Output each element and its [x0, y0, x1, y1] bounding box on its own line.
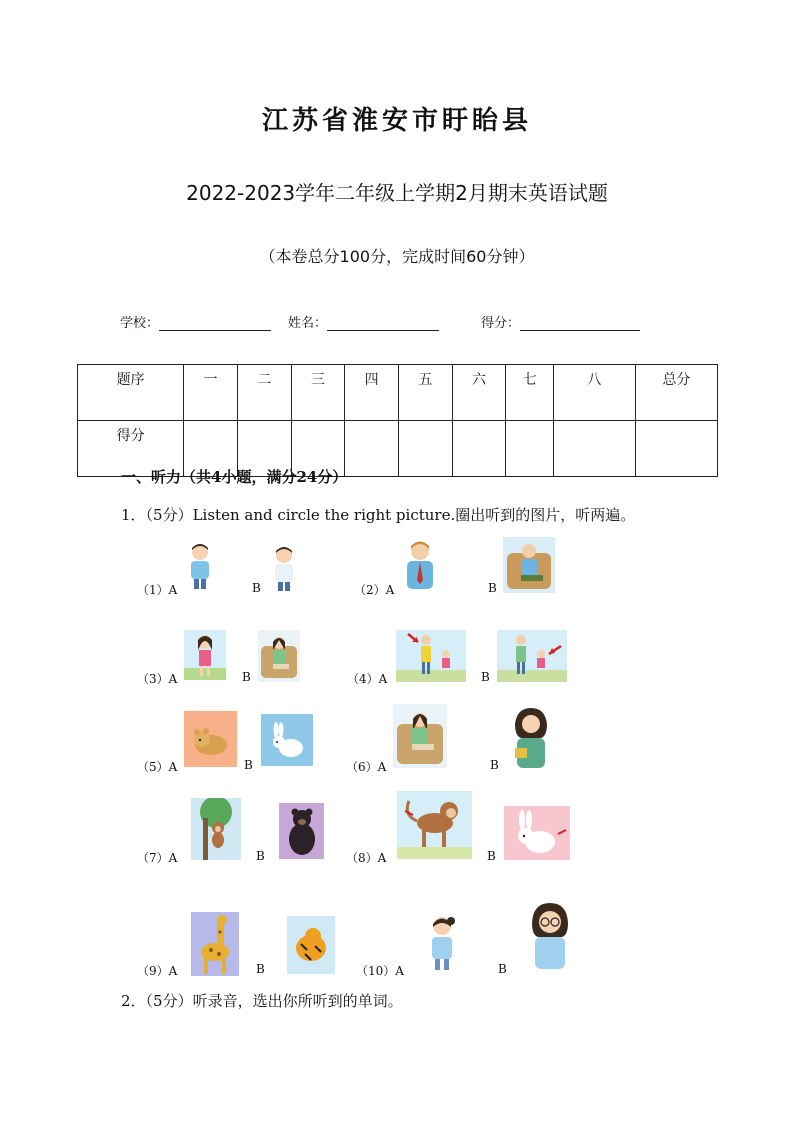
option-label: B — [256, 849, 265, 863]
table-cell: 五 — [398, 365, 452, 421]
man-and-girl-picture[interactable] — [396, 630, 466, 682]
rabbit-picture[interactable] — [261, 714, 313, 766]
score-blank[interactable] — [520, 316, 640, 331]
option-label: B — [490, 758, 499, 772]
option-label: （7）A — [137, 851, 178, 865]
score-cell[interactable] — [635, 421, 717, 477]
table-cell: 总分 — [635, 365, 717, 421]
option-label: （2）A — [354, 583, 395, 597]
option-label: B — [256, 962, 265, 976]
score-label: 得分： — [481, 316, 521, 331]
exam-note: （本卷总分100分，完成时间60分钟） — [259, 247, 535, 266]
table-cell: 一 — [184, 365, 238, 421]
table-cell: 四 — [345, 365, 399, 421]
table-row — [78, 365, 718, 421]
table-cell: 得分 — [78, 421, 184, 477]
question-2: 2．（5分）听录音，选出你所听到的单词。 — [121, 992, 403, 1010]
girl-picture[interactable] — [184, 630, 226, 680]
bear-cub-picture[interactable] — [184, 711, 237, 767]
option-label: （5）A — [137, 760, 178, 774]
monkey-picture[interactable] — [397, 791, 472, 859]
option-label: （9）A — [137, 964, 178, 978]
bear-picture[interactable] — [279, 803, 324, 859]
option-label: B — [244, 758, 253, 772]
option-label: （8）A — [346, 851, 387, 865]
section1-heading: 一、听力（共4小题，满分24分） — [121, 468, 348, 486]
school-label: 学校： — [120, 316, 160, 331]
option-label: （4）A — [347, 672, 388, 686]
option-label: （6）A — [346, 760, 387, 774]
boy-picture[interactable] — [269, 545, 299, 591]
score-table — [77, 364, 718, 477]
table-cell: 八 — [553, 365, 635, 421]
score-cell[interactable] — [553, 421, 635, 477]
name-label: 姓名： — [288, 316, 328, 331]
option-label: （3）A — [137, 672, 178, 686]
option-label: B — [498, 962, 507, 976]
score-cell[interactable] — [398, 421, 452, 477]
option-label: B — [242, 670, 251, 684]
score-cell[interactable] — [345, 421, 399, 477]
girl-picture[interactable] — [424, 913, 460, 971]
giraffe-picture[interactable] — [191, 912, 239, 976]
school-field — [120, 312, 271, 331]
man-on-sofa-picture[interactable] — [503, 537, 555, 593]
monkey-in-tree-picture[interactable] — [191, 798, 241, 860]
option-label: （10）A — [356, 964, 404, 978]
table-cell: 题序 — [78, 365, 184, 421]
option-label: B — [487, 849, 496, 863]
option-label: B — [481, 670, 490, 684]
score-cell[interactable] — [506, 421, 554, 477]
boy-picture[interactable] — [185, 542, 215, 590]
table-cell: 三 — [291, 365, 345, 421]
name-blank[interactable] — [327, 316, 439, 331]
score-field — [481, 312, 640, 331]
man-picture[interactable] — [403, 540, 437, 592]
question-1: 1．（5分）Listen and circle the right picture.圈出听到的图片，听两遍。 — [121, 506, 636, 524]
woman-with-glasses-picture[interactable] — [527, 901, 573, 971]
score-cell[interactable] — [452, 421, 506, 477]
option-label: B — [252, 581, 261, 595]
school-blank[interactable] — [159, 316, 271, 331]
table-cell: 七 — [506, 365, 554, 421]
woman-with-book-picture[interactable] — [511, 706, 551, 768]
name-field — [288, 312, 439, 331]
tiger-picture[interactable] — [287, 916, 335, 974]
woman-on-sofa-picture[interactable] — [393, 704, 447, 768]
table-cell: 六 — [452, 365, 506, 421]
exam-title: 江苏省淮安市盱眙县 — [261, 106, 532, 136]
option-label: B — [488, 581, 497, 595]
option-label: （1）A — [137, 583, 178, 597]
man-and-girl-picture[interactable] — [497, 630, 567, 682]
table-cell: 二 — [237, 365, 291, 421]
woman-on-sofa-picture[interactable] — [258, 630, 300, 682]
rabbit-picture[interactable] — [504, 806, 570, 860]
exam-subtitle: 2022-2023学年二年级上学期2月期末英语试题 — [186, 181, 608, 205]
